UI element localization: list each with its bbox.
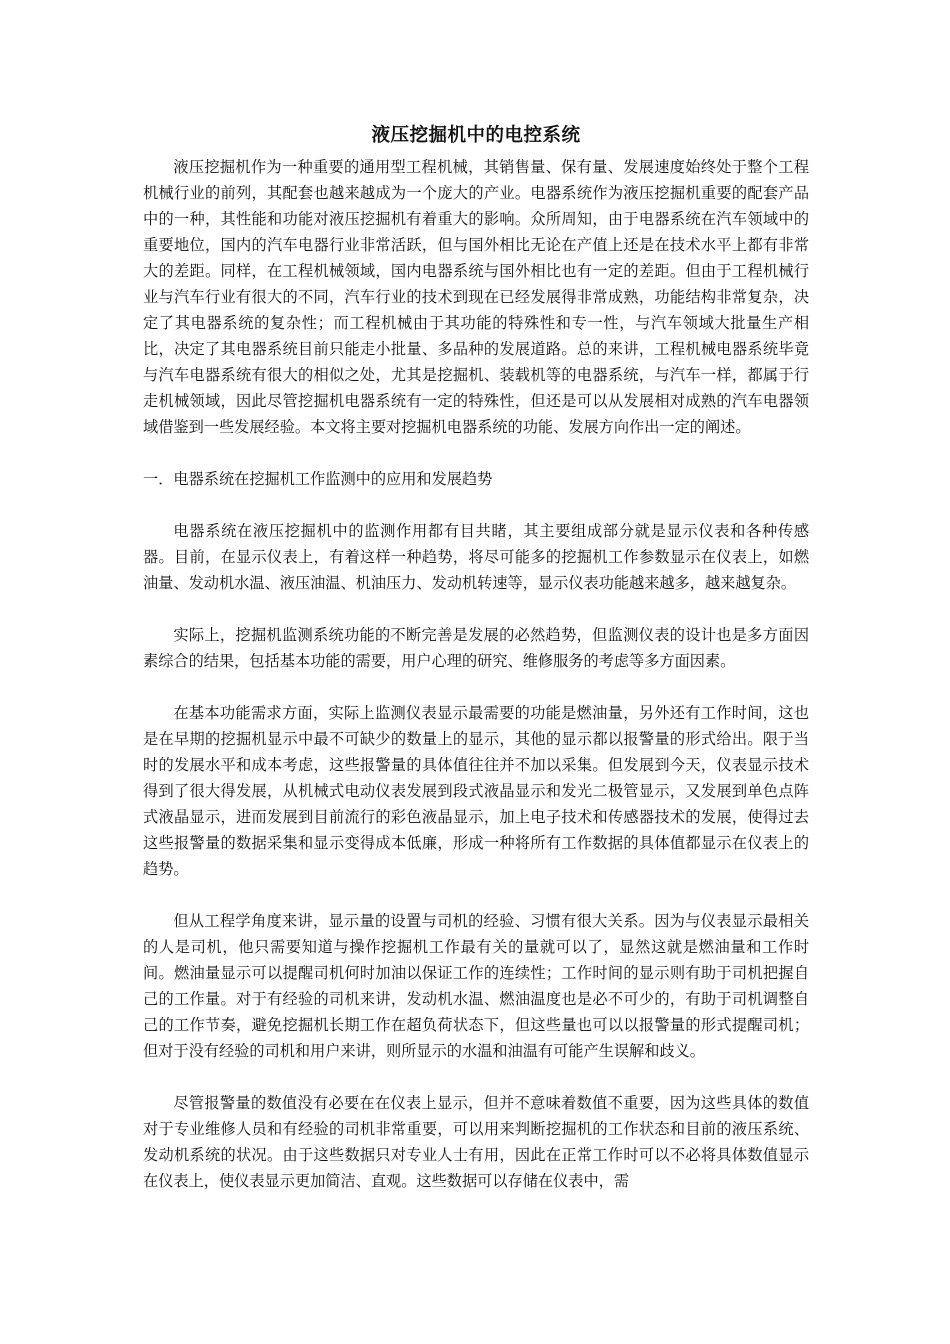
paragraph-spacer bbox=[143, 596, 809, 622]
paragraph-spacer bbox=[143, 440, 809, 466]
body-paragraph-2: 实际上，挖掘机监测系统功能的不断完善是发展的必然趋势，但监测仪表的设计也是多方面因素综合的结果，包括基本功能的需要，用户心理的研究、维修服务的考虑等多方面因素。 bbox=[143, 626, 809, 670]
paragraph-spacer bbox=[143, 882, 809, 908]
paragraph-spacer bbox=[143, 1064, 809, 1090]
body-paragraph-5: 尽管报警量的数值没有必要在在仪表上显示，但并不意味着数值不重要，因为这些具体的数值对于专业维修人员和有经验的司机非常重要，可以用来判断挖掘机的工作状态和目前的液压系统、发动机系统的状况。由于这些数据只对专业人士有用，因此在正常工作时可以不必将具体数值显示在仪表上，使仪表显示更加简洁、直观。这些数据可以存储在仪表中，需 bbox=[143, 1094, 809, 1190]
section-heading: 一．电器系统在挖掘机工作监测中的应用和发展趋势 bbox=[143, 470, 493, 488]
body-paragraph-1: 电器系统在液压挖掘机中的监测作用都有目共睹，其主要组成部分就是显示仪表和各种传感器。目前，在显示仪表上，有着这样一种趋势，将尽可能多的挖掘机工作参数显示在仪表上，如燃油量、发动机水温、液压油温、机油压力、发动机转速等，显示仪表功能越来越多，越来越复杂。 bbox=[143, 522, 809, 592]
document-page bbox=[143, 118, 809, 1194]
paragraph-spacer bbox=[143, 674, 809, 700]
body-paragraph-3: 在基本功能需求方面，实际上监测仪表显示最需要的功能是燃油量，另外还有工作时间，这也是在早期的挖掘机显示中最不可缺少的数量上的显示，其他的显示都以报警量的形式给出。限于当时的发展水平和成本考虑，这些报警量的具体值往往并不加以采集。但发展到今天，仪表显示技术得到了很大得发展，从机械式电动仪表发展到段式液晶显示和发光二极管显示，又发展到单色点阵式液晶显示，进而发展到目前流行的彩色液晶显示，加上电子技术和传感器技术的发展，使得过去这些报警量的数据采集和显示变得成本低廉，形成一种将所有工作数据的具体值都显示在仪表上的趋势。 bbox=[143, 704, 809, 878]
body-paragraph-4: 但从工程学角度来讲，显示量的设置与司机的经验、习惯有很大关系。因为与仪表显示最相关的人是司机，他只需要知道与操作挖掘机工作最有关的量就可以了，显然这就是燃油量和工作时间。燃油量显示可以提醒司机何时加油以保证工作的连续性；工作时间的显示则有助于司机把握自己的工作量。对于有经验的司机来讲，发动机水温、燃油温度也是必不可少的，有助于司机调整自己的工作节奏，避免挖掘机长期工作在超负荷状态下，但这些量也可以以报警量的形式提醒司机；但对于没有经验的司机和用户来讲，则所显示的水温和油温有可能产生误解和歧义。 bbox=[143, 912, 809, 1060]
intro-paragraph: 液压挖掘机作为一种重要的通用型工程机械，其销售量、保有量、发展速度始终处于整个工程机械行业的前列，其配套也越来越成为一个庞大的产业。电器系统作为液压挖掘机重要的配套产品中的一种，其性能和功能对液压挖掘机有着重大的影响。众所周知，由于电器系统在汽车领域中的重要地位，国内的汽车电器行业非常活跃，但与国外相比无论在产值上还是在技术水平上都有非常大的差距。同样，在工程机械领域，国内电器系统与国外相比也有一定的差距。但由于工程机械行业与汽车行业有很大的不同，汽车行业的技术到现在已经发展得非常成熟，功能结构非常复杂，决定了其电器系统的复杂性；而工程机械由于其功能的特殊性和专一性，与汽车领域大批量生产相比，决定了其电器系统目前只能走小批量、多品种的发展道路。总的来讲，工程机械电器系统毕竟与汽车电器系统有很大的相似之处，尤其是挖掘机、装载机等的电器系统，与汽车一样，都属于行走机械领域，因此尽管挖掘机电器系统有一定的特殊性，但还是可以从发展相对成熟的汽车电器领域借鉴到一些发展经验。本文将主要对挖掘机电器系统的功能、发展方向作出一定的阐述。 bbox=[143, 158, 809, 436]
paragraph-spacer bbox=[143, 492, 809, 518]
document-title: 液压挖掘机中的电控系统 bbox=[371, 125, 581, 146]
